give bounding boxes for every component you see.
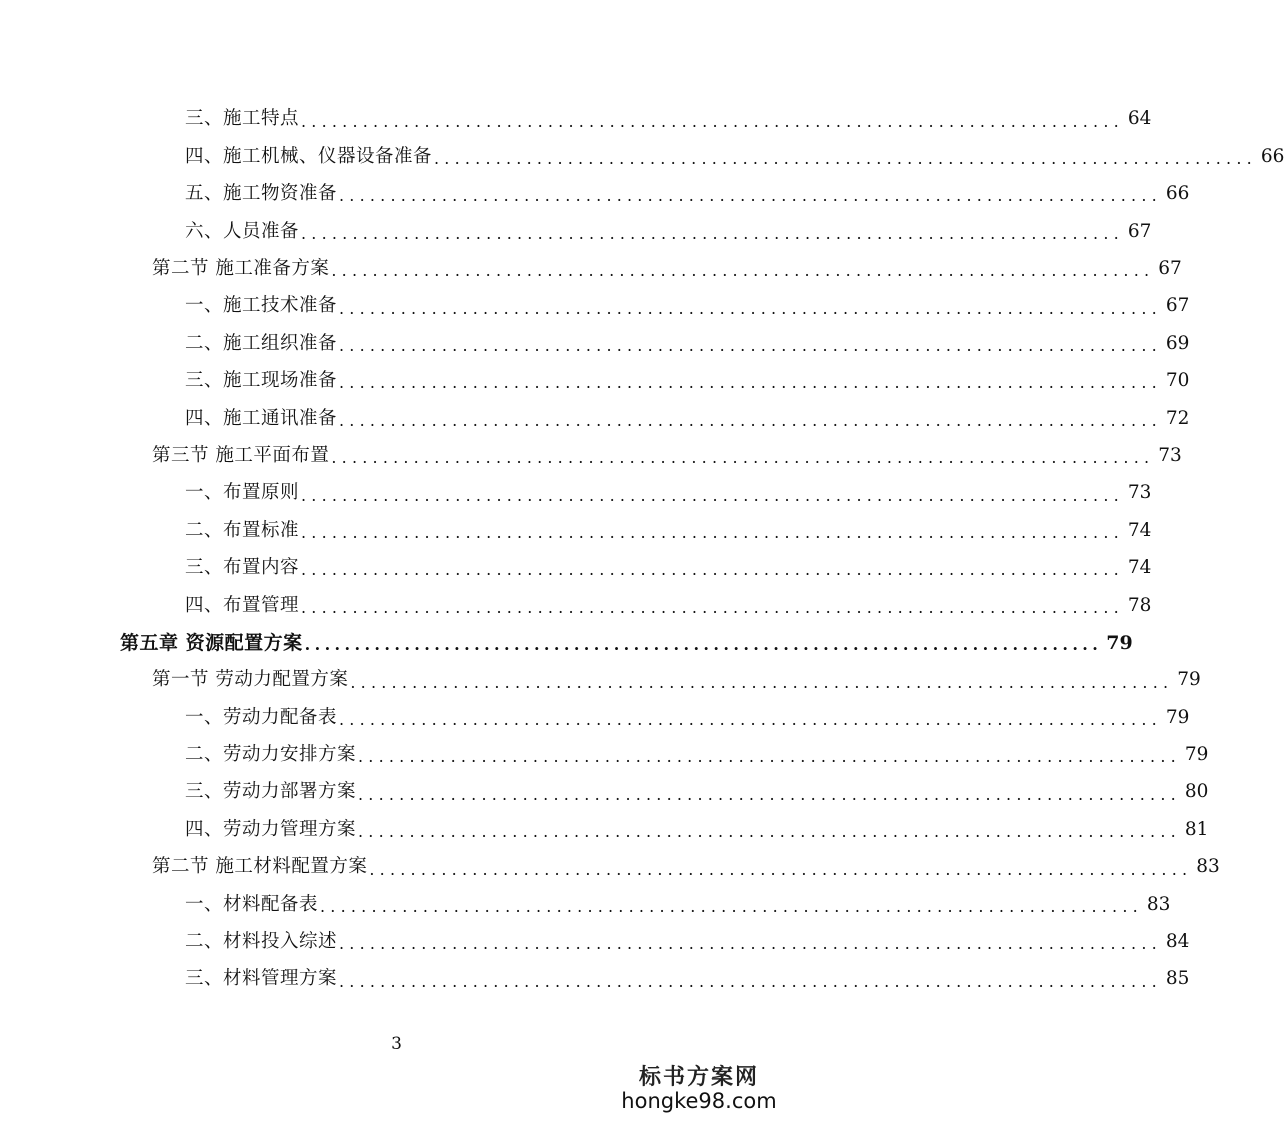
toc-entry-page: 73 [1127, 482, 1152, 504]
toc-dot-leader: ................................................................................ [339, 298, 1162, 318]
toc-entry-title: 三、布置内容 [185, 557, 300, 579]
toc-entry-title: 二、布置标准 [185, 519, 300, 541]
toc-entry-title: 一、材料配备表 [185, 893, 319, 915]
toc-entry-title: 二、劳动力安排方案 [185, 744, 357, 766]
toc-entry-page: 80 [1184, 781, 1209, 803]
toc-entry-title: 三、材料管理方案 [185, 968, 338, 990]
toc-entry-page: 67 [1127, 220, 1152, 242]
toc-entry-page: 79 [1165, 706, 1190, 728]
toc-entry-page: 83 [1146, 893, 1171, 915]
toc-dot-leader: ................................................................................ [301, 223, 1124, 243]
toc-dot-leader: ................................................................................ [301, 522, 1124, 542]
toc-entry-item[interactable] [0, 101, 1152, 138]
toc-entry-item[interactable] [0, 737, 1209, 774]
toc-dot-leader: ................................................................................ [301, 560, 1124, 580]
toc-entry-title: 四、劳动力管理方案 [185, 818, 357, 840]
toc-entry-page: 84 [1165, 931, 1190, 953]
toc-entry-item[interactable] [0, 363, 1190, 400]
toc-entry-page: 79 [1177, 669, 1201, 691]
toc-entry-item[interactable] [0, 475, 1152, 512]
toc-entry-item[interactable] [0, 550, 1152, 587]
toc-entry-page: 66 [1260, 145, 1284, 167]
toc-entry-page: 64 [1127, 108, 1152, 130]
toc-dot-leader: ................................................................................ [331, 261, 1155, 281]
toc-entry-item[interactable] [0, 886, 1171, 923]
toc-dot-leader: ................................................................................ [331, 448, 1155, 468]
toc-entry-page: 74 [1127, 557, 1152, 579]
toc-entry-title: 一、布置原则 [185, 482, 300, 504]
toc-entry-title: 四、施工通讯准备 [185, 407, 338, 429]
toc-entry-item[interactable] [0, 138, 1284, 175]
toc-entry-title: 二、施工组织准备 [185, 332, 338, 354]
toc-dot-leader: ................................................................................ [339, 186, 1162, 206]
toc-entry-title: 第一节 劳动力配置方案 [152, 669, 349, 691]
toc-entry-page: 70 [1165, 370, 1190, 392]
toc-dot-leader: ................................................................................ [320, 896, 1143, 916]
toc-entry-title: 二、材料投入综述 [185, 931, 338, 953]
toc-entry-page: 74 [1127, 519, 1152, 541]
toc-entry-page: 67 [1158, 258, 1182, 279]
toc-dot-leader: ................................................................................ [350, 672, 1174, 692]
toc-dot-leader: ................................................................................ [301, 485, 1124, 505]
toc-entry-item[interactable] [0, 587, 1152, 624]
table-of-contents [0, 101, 1284, 998]
toc-entry-page: 67 [1165, 295, 1190, 317]
toc-entry-item[interactable] [0, 400, 1190, 437]
toc-dot-leader: ................................................................................ [304, 635, 1103, 655]
toc-entry-item[interactable] [0, 774, 1209, 811]
toc-entry-title: 三、施工现场准备 [185, 370, 338, 392]
watermark-logo [619, 1065, 779, 1114]
toc-entry-section[interactable] [0, 849, 1220, 886]
toc-dot-leader: ................................................................................ [301, 111, 1124, 131]
toc-dot-leader: ................................................................................ [339, 336, 1162, 356]
toc-dot-leader: ................................................................................ [358, 747, 1181, 767]
toc-dot-leader: ................................................................................ [339, 971, 1162, 991]
toc-dot-leader: ................................................................................ [358, 784, 1181, 804]
toc-entry-title: 一、劳动力配备表 [185, 706, 338, 728]
page-number: 3 [391, 1034, 402, 1054]
toc-entry-page: 83 [1196, 856, 1220, 878]
toc-entry-item[interactable] [0, 811, 1209, 848]
toc-entry-section[interactable] [0, 438, 1182, 475]
toc-entry-page: 66 [1165, 183, 1190, 205]
toc-dot-leader: ................................................................................ [301, 597, 1124, 617]
toc-entry-page: 79 [1106, 631, 1133, 654]
toc-entry-chapter[interactable] [0, 624, 1133, 661]
toc-entry-title: 三、施工特点 [185, 108, 300, 130]
toc-entry-title: 第二节 施工材料配置方案 [152, 856, 368, 878]
watermark-url: hongke98.com [621, 1088, 777, 1113]
toc-dot-leader: ................................................................................ [339, 410, 1162, 430]
toc-entry-item[interactable] [0, 699, 1190, 736]
toc-entry-title: 四、布置管理 [185, 594, 300, 616]
toc-entry-item[interactable] [0, 176, 1190, 213]
toc-entry-title: 一、施工技术准备 [185, 295, 338, 317]
toc-entry-item[interactable] [0, 961, 1190, 998]
toc-entry-item[interactable] [0, 213, 1152, 250]
watermark-title: 标书方案网 [638, 1063, 759, 1090]
toc-entry-title: 第二节 施工准备方案 [152, 258, 330, 279]
toc-entry-page: 81 [1184, 818, 1209, 840]
toc-dot-leader: ................................................................................ [339, 934, 1162, 954]
toc-entry-section[interactable] [0, 662, 1201, 699]
toc-entry-item[interactable] [0, 512, 1152, 549]
toc-entry-page: 78 [1127, 594, 1152, 616]
toc-dot-leader: ................................................................................ [358, 822, 1181, 842]
toc-entry-page: 69 [1165, 332, 1190, 354]
toc-entry-title: 六、人员准备 [185, 220, 300, 242]
toc-entry-page: 85 [1165, 968, 1190, 990]
toc-entry-item[interactable] [0, 325, 1190, 362]
toc-dot-leader: ................................................................................ [434, 149, 1257, 169]
toc-entry-title: 五、施工物资准备 [185, 183, 338, 205]
toc-dot-leader: ................................................................................ [339, 709, 1162, 729]
toc-entry-title: 第五章 资源配置方案 [120, 631, 303, 654]
toc-dot-leader: ................................................................................ [369, 859, 1193, 879]
toc-dot-leader: ................................................................................ [339, 373, 1162, 393]
toc-entry-item[interactable] [0, 924, 1190, 961]
toc-entry-title: 三、劳动力部署方案 [185, 781, 357, 803]
toc-entry-section[interactable] [0, 251, 1182, 288]
toc-entry-page: 72 [1165, 407, 1190, 429]
toc-entry-title: 第三节 施工平面布置 [152, 444, 330, 466]
toc-entry-title: 四、施工机械、仪器设备准备 [185, 145, 433, 167]
toc-entry-item[interactable] [0, 288, 1190, 325]
toc-entry-page: 79 [1184, 744, 1209, 766]
toc-entry-page: 73 [1158, 444, 1182, 466]
